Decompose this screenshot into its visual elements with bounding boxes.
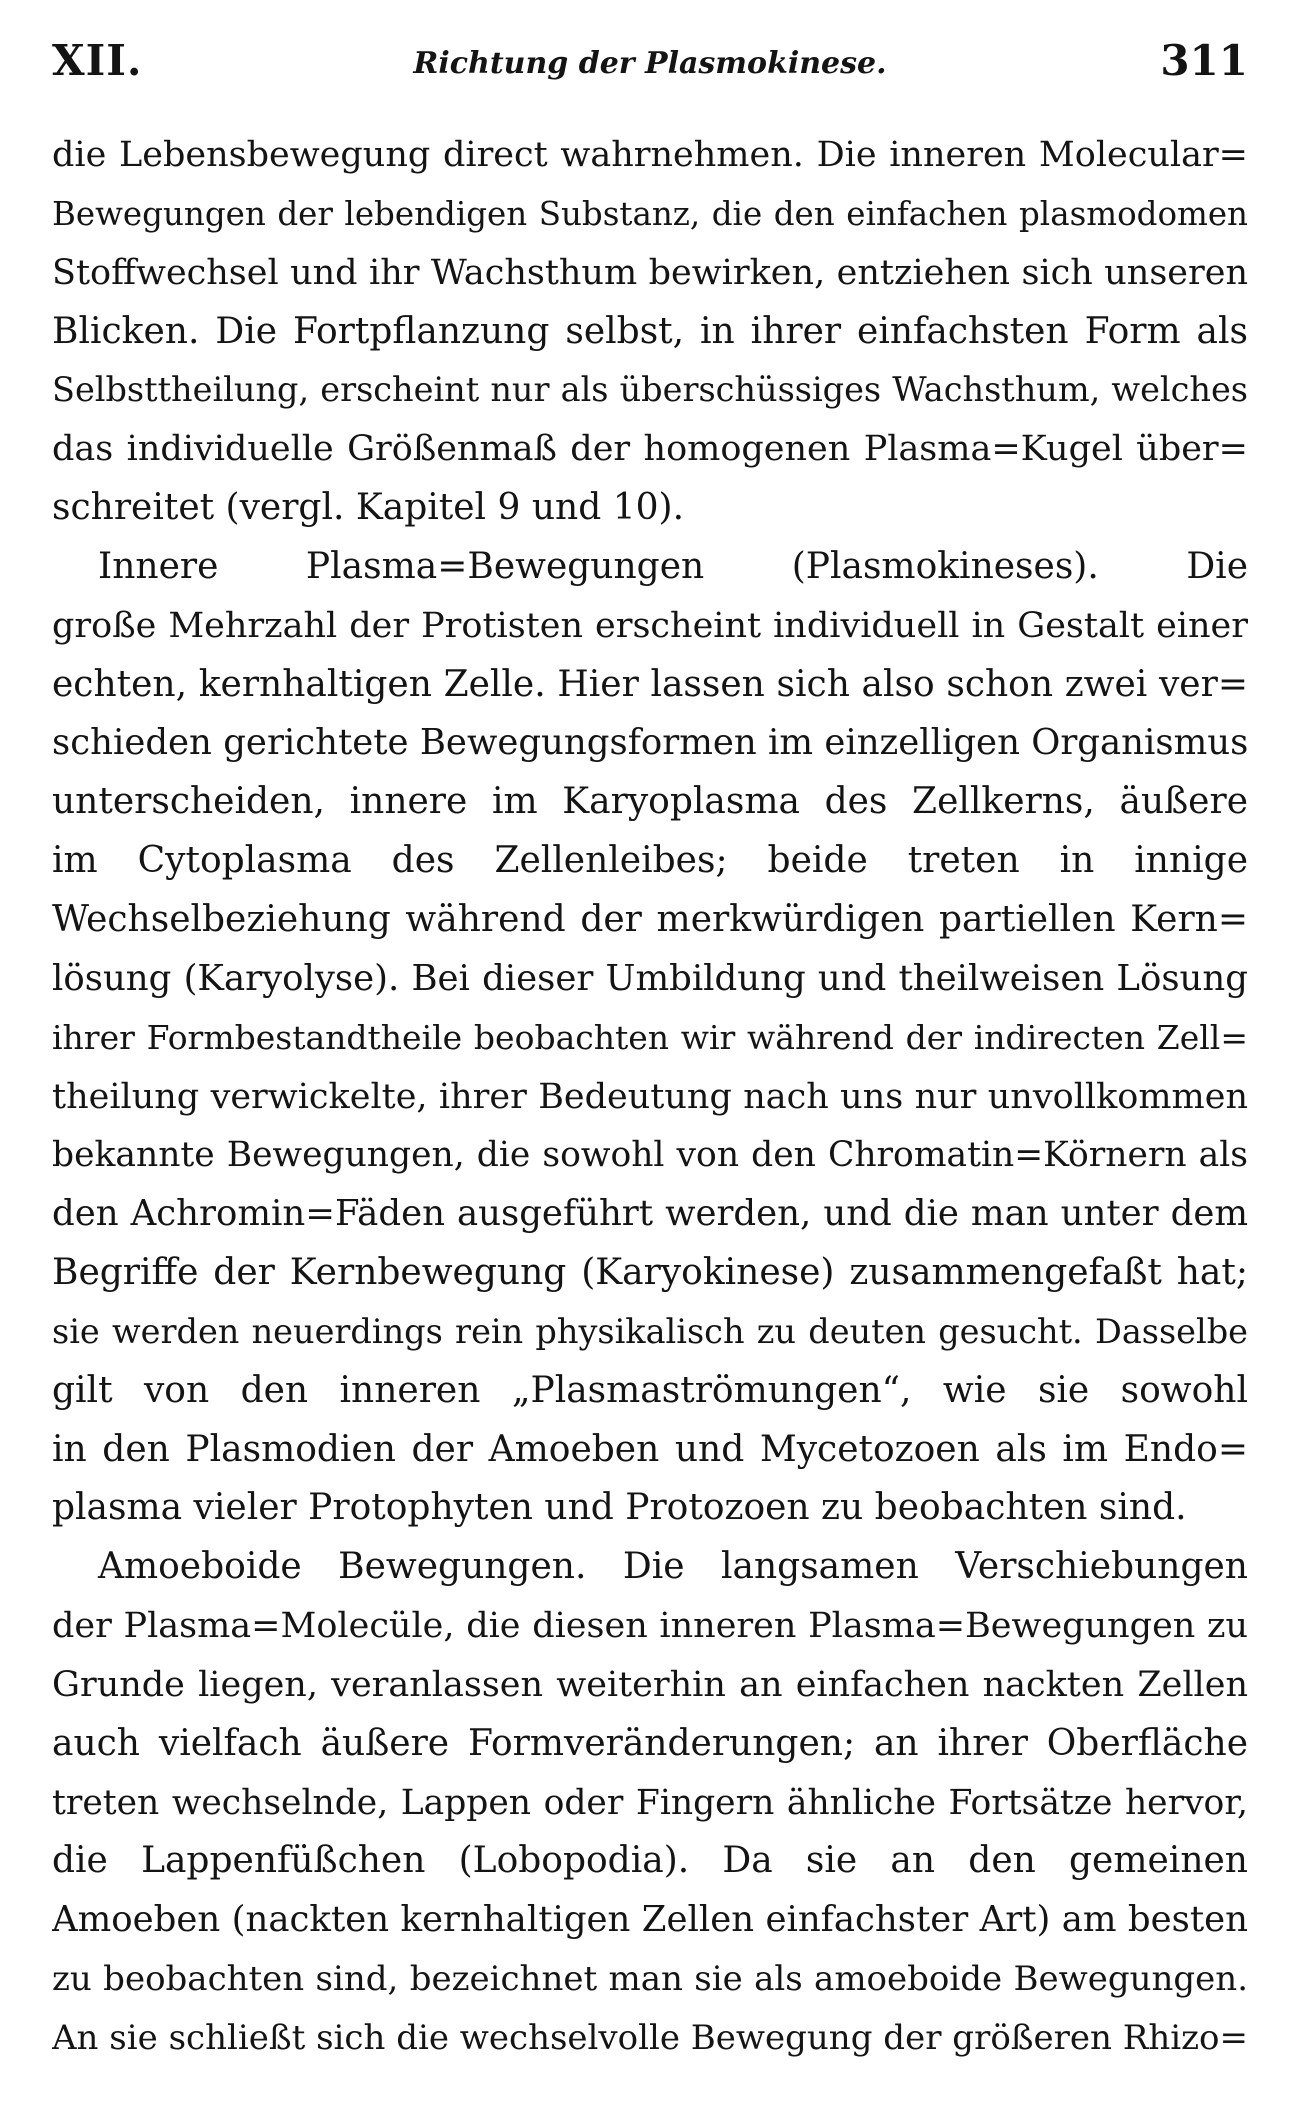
text-line: Blicken. Die Fortpflanzung selbst, in ihrer einfachsten Form als — [52, 310, 1248, 352]
text-line: echten, kernhaltigen Zelle. Hier lassen sich also schon zwei ver= — [52, 663, 1248, 705]
body-text — [52, 126, 1248, 2068]
text-line: Innere Plasma=Bewegungen (Plasmokineses). Die — [98, 545, 1248, 587]
text-line: in den Plasmodien der Amoeben und Mycetozoen als im Endo= — [52, 1428, 1248, 1470]
text-line: Selbsttheilung, erscheint nur als überschüssiges Wachsthum, welches — [52, 370, 1248, 410]
text-line: gilt von den inneren „Plasmaströmungen“, wie sie sowohl — [52, 1369, 1248, 1411]
chapter-number: XII. — [52, 36, 143, 85]
text-line: schreitet (vergl. Kapitel 9 und 10). — [52, 487, 685, 529]
running-head — [52, 30, 1248, 100]
text-line: ihrer Formbestandtheile beobachten wir während der indirecten Zell= — [52, 1017, 1248, 1057]
text-line: unterscheiden, innere im Karyoplasma des Zellkerns, äußere — [52, 781, 1248, 823]
page-number: 311 — [1160, 36, 1248, 85]
text-line: bekannte Bewegungen, die sowohl von den Chromatin=Körnern als — [52, 1135, 1248, 1176]
text-line: sie werden neuerdings rein physikalisch zu deuten gesucht. Dasselbe — [52, 1311, 1248, 1351]
text-line: die Lappenfüßchen (Lobopodia). Da sie an den gemeinen — [52, 1840, 1248, 1882]
text-line: die Lebensbewegung direct wahrnehmen. Die inneren Molecular= — [52, 135, 1248, 175]
text-line: große Mehrzahl der Protisten erscheint individuell in Gestalt einer — [52, 605, 1248, 646]
text-line: im Cytoplasma des Zellenleibes; beide treten in innige — [52, 840, 1248, 882]
text-line: plasma vieler Protophyten und Protozoen zu beobachten sind. — [52, 1487, 1187, 1529]
text-line: das individuelle Größenmaß der homogenen Plasma=Kugel über= — [52, 429, 1248, 470]
text-line: lösung (Karyolyse). Bei dieser Umbildung und theilweisen Lösung — [52, 957, 1248, 999]
text-line: der Plasma=Molecüle, die diesen inneren Plasma=Bewegungen zu — [52, 1606, 1248, 1647]
text-line: An sie schließt sich die wechselvolle Bewegung der größeren Rhizo= — [52, 2018, 1248, 2058]
text-line: Bewegungen der lebendigen Substanz, die den einfachen plasmodomen — [52, 194, 1248, 233]
text-line: Stoffwechsel und ihr Wachsthum bewirken, entziehen sich unseren — [52, 252, 1248, 293]
text-line: Begriffe der Kernbewegung (Karyokinese) zusammengefaßt hat; — [52, 1252, 1248, 1294]
text-line: auch vielfach äußere Formveränderungen; an ihrer Oberfläche — [52, 1722, 1248, 1764]
text-line: theilung verwickelte, ihrer Bedeutung nach uns nur unvollkommen — [52, 1076, 1248, 1117]
running-title: Richtung der Plasmokinese. — [413, 46, 887, 81]
text-line: zu beobachten sind, bezeichnet man sie als amoeboide Bewegungen. — [52, 1959, 1248, 2000]
text-line: Wechselbeziehung während der merkwürdigen partiellen Kern= — [52, 898, 1248, 940]
text-line: Grunde liegen, veranlassen weiterhin an einfachen nackten Zellen — [52, 1664, 1248, 1705]
text-line: Amoeben (nackten kernhaltigen Zellen einfachster Art) am besten — [52, 1899, 1248, 1941]
text-line: den Achromin=Fäden ausgeführt werden, und die man unter dem — [52, 1193, 1248, 1235]
text-line: Amoeboide Bewegungen. Die langsamen Verschiebungen — [98, 1546, 1248, 1588]
text-line: treten wechselnde, Lappen oder Fingern ähnliche Fortsätze hervor, — [52, 1782, 1248, 1823]
text-line: schieden gerichtete Bewegungsformen im einzelligen Organismus — [52, 722, 1248, 764]
